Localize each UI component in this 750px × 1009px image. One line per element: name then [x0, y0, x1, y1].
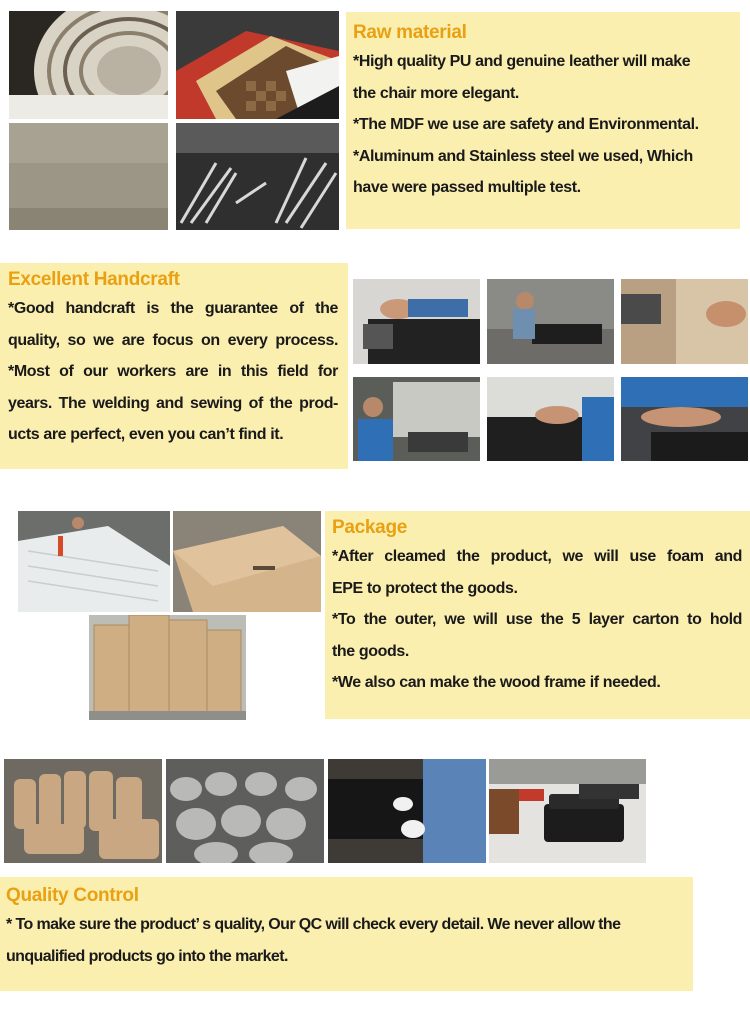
raw-material-title: Raw material — [353, 22, 467, 43]
package-line: EPE to protect the goods. — [332, 579, 518, 597]
carton-box-photo — [173, 511, 321, 612]
leather-roll-photo — [621, 377, 748, 461]
quality-title: Quality Control — [6, 885, 139, 906]
wrapped-chairs-photo — [166, 759, 324, 863]
package-line: *After cleamed the product, we will use foam and — [332, 548, 742, 565]
sofa-showroom-photo — [489, 759, 646, 863]
package-title: Package — [332, 517, 408, 538]
handcraft-title: Excellent Handcraft — [8, 269, 180, 290]
worker-upholstery-photo — [487, 377, 614, 461]
quality-panel — [0, 877, 693, 991]
foam-wrapping-photo — [18, 511, 170, 612]
package-line: the goods. — [332, 642, 409, 660]
package-line: *To the outer, we will use the 5 layer carton to hold — [332, 611, 742, 628]
qc-inspection-photo — [328, 759, 486, 863]
raw-material-line: *The MDF we use are safety and Environmental. — [353, 116, 699, 133]
worker-sanding-photo — [621, 279, 748, 364]
handcraft-line: quality, so we are focus on every process. — [8, 331, 338, 349]
leather-samples-photo — [176, 11, 339, 119]
worker-workshop-photo — [487, 279, 614, 364]
raw-material-line: *Aluminum and Stainless steel we used, Which — [353, 147, 693, 165]
raw-material-line: *High quality PU and genuine leather will make — [353, 53, 691, 70]
mdf-board-photo — [9, 123, 168, 230]
handcraft-line: ucts are perfect, even you can’t find it. — [8, 426, 284, 443]
worker-sewing-photo — [353, 377, 480, 461]
aluminum-parts-photo — [176, 123, 339, 230]
raw-material-panel — [346, 12, 740, 229]
beige-chairs-photo — [4, 759, 162, 863]
raw-material-line: the chair more elegant. — [353, 84, 519, 102]
leather-rolls-photo — [9, 11, 168, 119]
package-panel — [325, 511, 750, 719]
handcraft-line: years. The welding and sewing of the prod- — [8, 394, 338, 412]
handcraft-panel — [0, 263, 348, 469]
worker-stapling-photo — [353, 279, 480, 364]
stacked-cartons-photo — [89, 615, 246, 720]
handcraft-line: *Most of our workers are in this field for — [8, 363, 338, 380]
handcraft-line: *Good handcraft is the guarantee of the — [8, 300, 338, 317]
package-line: *We also can make the wood frame if needed. — [332, 674, 661, 691]
raw-material-line: have were passed multiple test. — [353, 179, 581, 196]
quality-line: * To make sure the product’ s quality, Our QC will check every detail. We never allow the — [6, 916, 621, 933]
quality-line: unqualified products go into the market. — [6, 947, 288, 965]
